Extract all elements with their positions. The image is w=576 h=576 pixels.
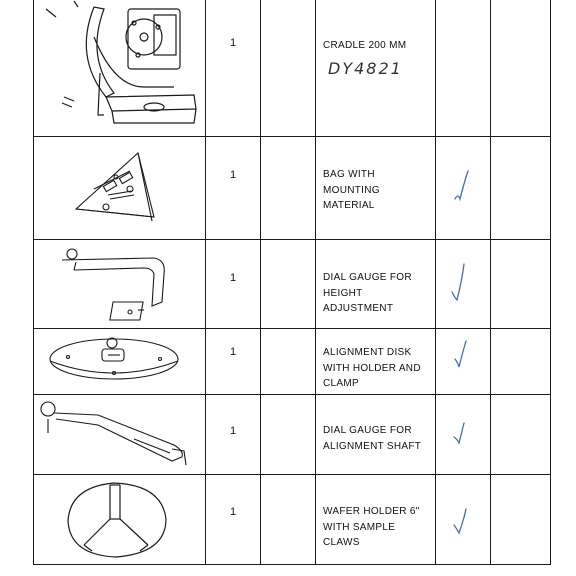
blank-cell xyxy=(261,137,316,240)
description-cell xyxy=(316,329,436,395)
blank-cell xyxy=(261,395,316,475)
quantity-cell xyxy=(206,240,261,329)
packing-list-table xyxy=(33,0,551,565)
quantity-cell xyxy=(206,137,261,240)
table-row xyxy=(34,0,551,137)
item-description: BAG WITH MOUNTING MATERIAL xyxy=(323,169,380,211)
alignment-gauge-drawing xyxy=(34,395,206,475)
blank-cell xyxy=(491,0,551,137)
item-description: ALIGNMENT DISK WITH HOLDER AND CLAMP xyxy=(323,347,421,389)
table-row xyxy=(34,329,551,395)
mounting-bag-drawing xyxy=(34,137,206,240)
blank-cell xyxy=(491,395,551,475)
check-cell xyxy=(436,137,491,240)
image-cell xyxy=(34,395,206,475)
item-description: CRADLE 200 MM xyxy=(323,40,407,51)
description-cell xyxy=(316,0,436,137)
quantity-cell xyxy=(206,0,261,137)
quantity-value: 1 xyxy=(229,272,237,284)
table-row xyxy=(34,137,551,240)
blank-cell xyxy=(261,240,316,329)
checkmark-icon xyxy=(436,395,491,475)
quantity-value: 1 xyxy=(229,169,237,181)
quantity-value: 1 xyxy=(229,346,237,358)
blank-cell xyxy=(261,475,316,565)
checkmark-icon xyxy=(436,240,491,329)
blank-cell xyxy=(491,329,551,395)
quantity-value: 1 xyxy=(229,37,237,49)
image-cell xyxy=(34,329,206,395)
blank-cell xyxy=(491,137,551,240)
check-cell xyxy=(436,329,491,395)
handwritten-note: DY4821 xyxy=(328,59,403,78)
blank-cell xyxy=(261,0,316,137)
item-description: WAFER HOLDER 6" WITH SAMPLE CLAWS xyxy=(323,506,420,548)
alignment-disk-drawing xyxy=(34,329,206,395)
check-cell xyxy=(436,475,491,565)
item-description: DIAL GAUGE FOR HEIGHT ADJUSTMENT xyxy=(323,272,412,314)
height-gauge-drawing xyxy=(34,240,206,329)
blank-cell xyxy=(491,240,551,329)
quantity-value: 1 xyxy=(229,425,237,437)
image-cell xyxy=(34,240,206,329)
cradle-drawing xyxy=(34,0,206,137)
description-cell xyxy=(316,137,436,240)
quantity-cell xyxy=(206,475,261,565)
item-description: DIAL GAUGE FOR ALIGNMENT SHAFT xyxy=(323,425,422,452)
image-cell xyxy=(34,0,206,137)
description-cell xyxy=(316,395,436,475)
checkmark-icon xyxy=(436,329,491,395)
table-row xyxy=(34,475,551,565)
table-row xyxy=(34,240,551,329)
check-cell xyxy=(436,0,491,137)
description-cell xyxy=(316,475,436,565)
image-cell xyxy=(34,137,206,240)
wafer-holder-drawing xyxy=(34,475,206,565)
image-cell xyxy=(34,475,206,565)
description-cell xyxy=(316,240,436,329)
blank-cell xyxy=(491,475,551,565)
quantity-value: 1 xyxy=(229,506,237,518)
check-cell xyxy=(436,395,491,475)
blank-cell xyxy=(261,329,316,395)
check-cell xyxy=(436,240,491,329)
quantity-cell xyxy=(206,329,261,395)
table-row xyxy=(34,395,551,475)
checkmark-icon xyxy=(436,137,491,240)
quantity-cell xyxy=(206,395,261,475)
checkmark-icon xyxy=(436,475,491,565)
